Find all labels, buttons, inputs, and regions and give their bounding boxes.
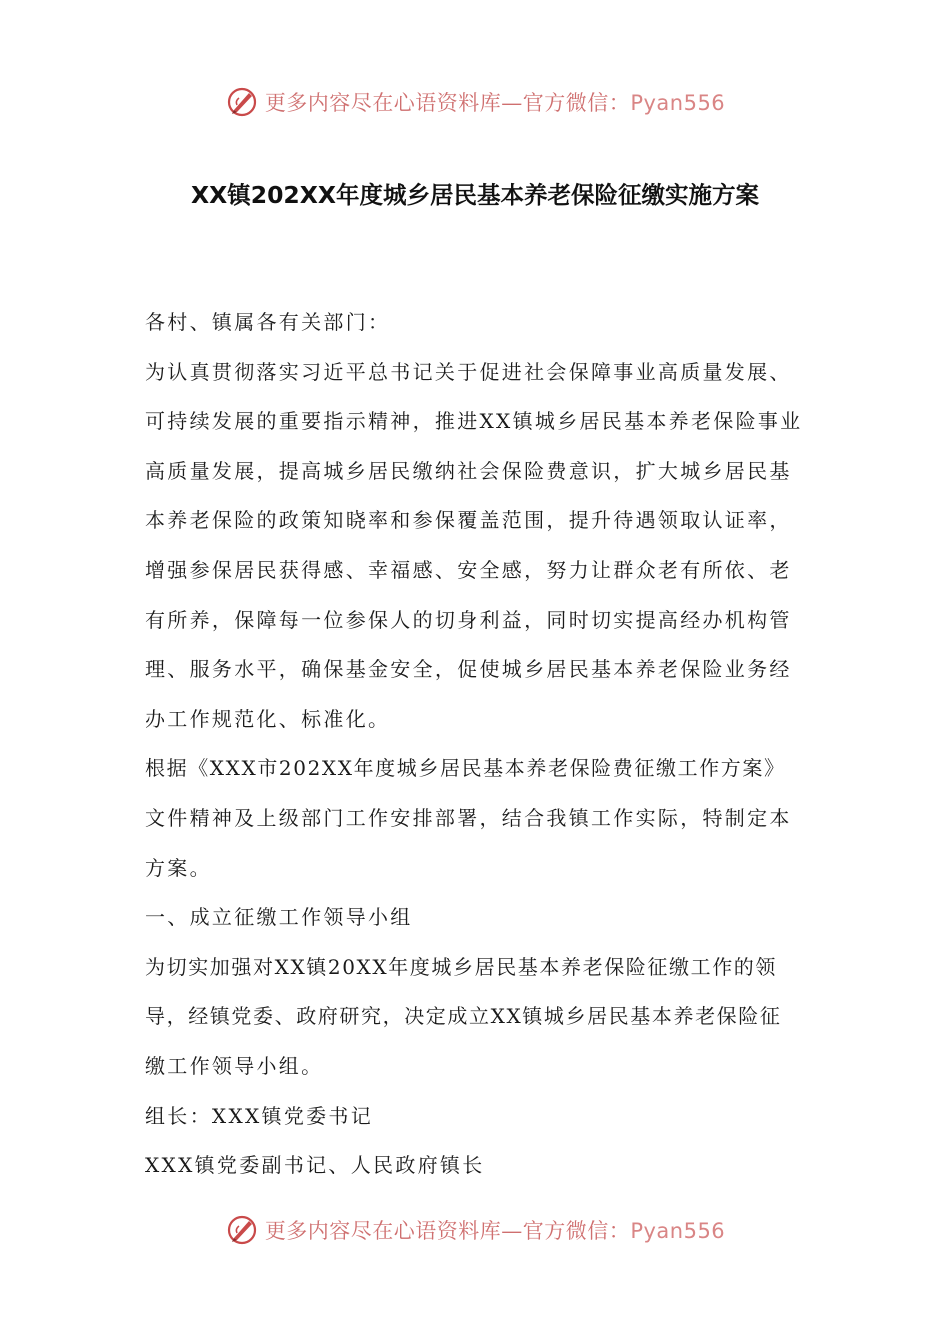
paragraph-line: 文件精神及上级部门工作安排部署，结合我镇工作实际，特制定本 [145, 805, 792, 830]
document-body [145, 298, 810, 1191]
paragraph-line: 办工作规范化、标准化。 [145, 706, 391, 731]
paragraph-line: 增强参保居民获得感、幸福感、安全感，努力让群众老有所依、老 [145, 557, 792, 582]
paragraph-line: 理、服务水平，确保基金安全，促使城乡居民基本养老保险业务经 [145, 657, 792, 682]
paragraph-line: 为认真贯彻落实习近平总书记关于促进社会保障事业高质量发展、 [145, 359, 792, 384]
watermark-wechat-id: Pyan556 [630, 91, 726, 115]
paragraph-line: 方案。 [145, 855, 212, 880]
watermark-footer [0, 1210, 950, 1250]
watermark-text: 更多内容尽在心语资料库—官方微信： [264, 1219, 631, 1243]
paragraph-line: 缴工作领导小组。 [145, 1053, 324, 1078]
paragraph-line: 可持续发展的重要指示精神，推进XX镇城乡居民基本养老保险事业 [145, 409, 803, 434]
paragraph-line: 高质量发展，提高城乡居民缴纳社会保险费意识，扩大城乡居民基 [145, 458, 792, 483]
watermark-header [0, 82, 950, 122]
section-heading: 一、成立征缴工作领导小组 [145, 905, 413, 930]
paragraph-line: 根据《XXX市202XX年度城乡居民基本养老保险费征缴工作方案》 [145, 756, 786, 781]
group-member-line: XXX镇党委副书记、人民政府镇长 [145, 1153, 485, 1178]
document-title: XX镇202XX年度城乡居民基本养老保险征缴实施方案 [190, 181, 760, 209]
watermark-text: 更多内容尽在心语资料库—官方微信： [264, 91, 631, 115]
pen-logo-icon [225, 85, 259, 119]
group-leader-line: 组长：XXX镇党委书记 [145, 1103, 374, 1128]
salutation-line: 各村、镇属各有关部门： [145, 310, 391, 334]
watermark-wechat-id: Pyan556 [630, 1219, 726, 1243]
paragraph-line: 本养老保险的政策知晓率和参保覆盖范围，提升待遇领取认证率， [145, 508, 792, 533]
paragraph-line: 为切实加强对XX镇20XX年度城乡居民基本养老保险征缴工作的领 [145, 954, 778, 979]
paragraph-line: 有所养，保障每一位参保人的切身利益，同时切实提高经办机构管 [145, 607, 792, 632]
paragraph-line: 导，经镇党委、政府研究，决定成立XX镇城乡居民基本养老保险征 [145, 1004, 782, 1029]
pen-logo-icon [225, 1213, 259, 1247]
